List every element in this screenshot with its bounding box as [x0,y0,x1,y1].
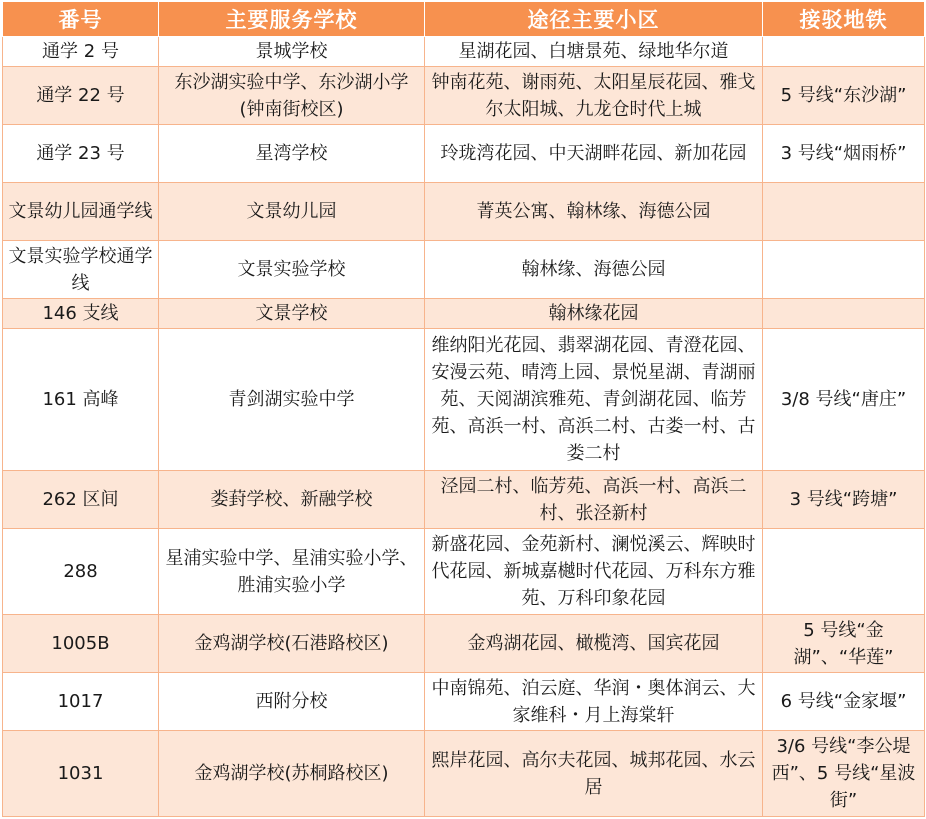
table-row [3,471,925,529]
cell-route-number: 文景实验学校通学线 [3,241,159,299]
cell-school: 星湾学校 [159,125,425,183]
cell-metro [763,37,925,67]
cell-metro: 5 号线“东沙湖” [763,67,925,125]
bus-route-table [2,1,925,817]
cell-communities: 维纳阳光花园、翡翠湖花园、青澄花园、安漫云苑、晴湾上园、景悦星湖、青湖丽苑、天阅湖滨雅苑、青剑湖花园、临芳苑、高浜一村、高浜二村、古娄一村、古娄二村 [425,329,763,471]
cell-metro [763,299,925,329]
cell-route-number: 通学 22 号 [3,67,159,125]
table-row [3,37,925,67]
cell-communities: 钟南花苑、谢雨苑、太阳星辰花园、雅戈尔太阳城、九龙仓时代上城 [425,67,763,125]
cell-communities: 中南锦苑、泊云庭、华润・奥体润云、大家维科・月上海棠轩 [425,673,763,731]
cell-school: 文景幼儿园 [159,183,425,241]
cell-communities: 玲珑湾花园、中天湖畔花园、新加花园 [425,125,763,183]
table-row [3,615,925,673]
cell-metro [763,529,925,615]
cell-route-number: 1005B [3,615,159,673]
cell-communities: 金鸡湖花园、橄榄湾、国宾花园 [425,615,763,673]
cell-metro: 3/8 号线“唐庄” [763,329,925,471]
cell-route-number: 1017 [3,673,159,731]
cell-school: 青剑湖实验中学 [159,329,425,471]
cell-school: 东沙湖实验中学、东沙湖小学(钟南街校区) [159,67,425,125]
cell-metro: 6 号线“金家堰” [763,673,925,731]
table-row [3,241,925,299]
cell-route-number: 288 [3,529,159,615]
table-row [3,299,925,329]
header-school: 主要服务学校 [159,2,425,37]
cell-metro [763,183,925,241]
cell-communities: 泾园二村、临芳苑、高浜一村、高浜二村、张泾新村 [425,471,763,529]
table-row [3,673,925,731]
header-communities: 途径主要小区 [425,2,763,37]
cell-metro: 3 号线“烟雨桥” [763,125,925,183]
table-row [3,529,925,615]
cell-school: 金鸡湖学校(苏桐路校区) [159,731,425,817]
cell-route-number: 161 高峰 [3,329,159,471]
table-row [3,183,925,241]
cell-communities: 翰林缘花园 [425,299,763,329]
cell-route-number: 通学 2 号 [3,37,159,67]
cell-communities: 新盛花园、金苑新村、澜悦溪云、辉映时代花园、新城嘉樾时代花园、万科东方雅苑、万科印象花园 [425,529,763,615]
cell-metro: 3/6 号线“李公堤西”、5 号线“星波街” [763,731,925,817]
cell-school: 星浦实验中学、星浦实验小学、胜浦实验小学 [159,529,425,615]
cell-communities: 熙岸花园、高尔夫花园、城邦花园、水云居 [425,731,763,817]
header-row [3,2,925,37]
cell-communities: 菁英公寓、翰林缘、海德公园 [425,183,763,241]
cell-communities: 翰林缘、海德公园 [425,241,763,299]
cell-school: 文景学校 [159,299,425,329]
table-row [3,67,925,125]
cell-school: 金鸡湖学校(石港路校区) [159,615,425,673]
cell-school: 西附分校 [159,673,425,731]
cell-route-number: 文景幼儿园通学线 [3,183,159,241]
cell-route-number: 262 区间 [3,471,159,529]
table-row [3,329,925,471]
header-route-number: 番号 [3,2,159,37]
header-metro: 接驳地铁 [763,2,925,37]
cell-communities: 星湖花园、白塘景苑、绿地华尔道 [425,37,763,67]
cell-metro [763,241,925,299]
cell-school: 景城学校 [159,37,425,67]
cell-school: 文景实验学校 [159,241,425,299]
cell-route-number: 146 支线 [3,299,159,329]
cell-metro: 3 号线“跨塘” [763,471,925,529]
cell-route-number: 通学 23 号 [3,125,159,183]
table-row [3,125,925,183]
table-row [3,731,925,817]
cell-route-number: 1031 [3,731,159,817]
cell-metro: 5 号线“金湖”、“华莲” [763,615,925,673]
cell-school: 娄葑学校、新融学校 [159,471,425,529]
